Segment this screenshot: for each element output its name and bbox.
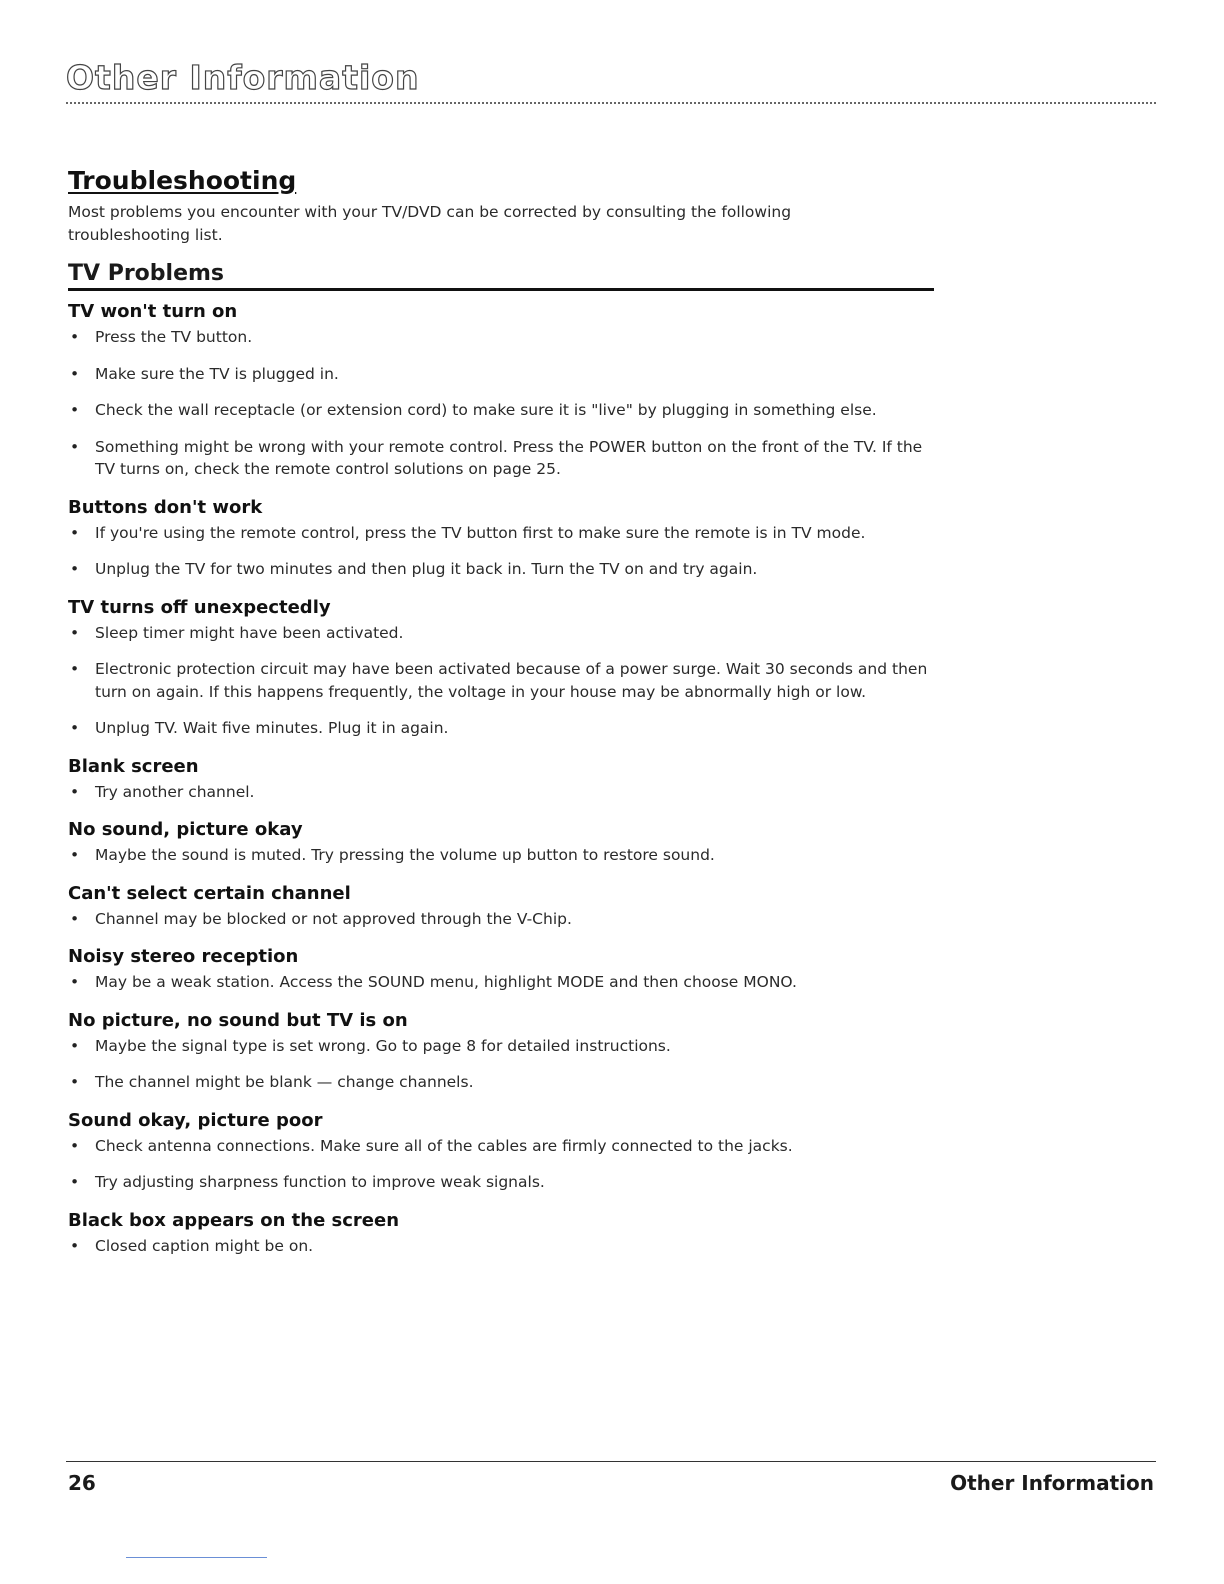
topic-block xyxy=(68,819,938,867)
page-number: 26 xyxy=(68,1471,96,1495)
bullet-list xyxy=(68,781,938,804)
topic-block xyxy=(68,497,938,581)
main-content xyxy=(68,166,938,1273)
topic-title: Black box appears on the screen xyxy=(68,1209,400,1231)
topic-title: Buttons don't work xyxy=(68,496,263,518)
topic-block xyxy=(68,1110,938,1194)
topic-block xyxy=(68,1210,938,1258)
topic-title: Sound okay, picture poor xyxy=(68,1109,323,1131)
topic-title: Can't select certain channel xyxy=(68,882,351,904)
subsection-title: TV Problems xyxy=(68,261,934,291)
bullet-list xyxy=(68,1235,938,1258)
bullet-item: • Check antenna connections. Make sure all of the cables are firmly connected to the jacks. xyxy=(68,1135,938,1158)
bullet-item: • Try another channel. xyxy=(68,781,938,804)
bullet-item: • Closed caption might be on. xyxy=(68,1235,938,1258)
bullet-item: • Check the wall receptacle (or extension cord) to make sure it is "live" by plugging in something else. xyxy=(68,399,938,422)
bullet-item: • The channel might be blank — change channels. xyxy=(68,1071,938,1094)
section-intro: Most problems you encounter with your TV/DVD can be corrected by consulting the following troubleshooting list. xyxy=(68,203,792,244)
topic-title: Noisy stereo reception xyxy=(68,946,299,967)
topic-block xyxy=(68,597,938,740)
bullet-list xyxy=(68,844,938,867)
section-title: Troubleshooting xyxy=(68,166,297,195)
footer-divider xyxy=(66,1461,1156,1462)
bullet-list xyxy=(68,522,938,581)
topic-title: Blank screen xyxy=(68,755,199,777)
bullet-item: • Unplug TV. Wait five minutes. Plug it in again. xyxy=(68,717,938,740)
bullet-item: • Press the TV button. xyxy=(68,326,938,349)
bullet-list xyxy=(68,1035,938,1094)
bullet-item: • Electronic protection circuit may have been activated because of a power surge. Wait 30 seconds and then turn on again. If this happens frequently, the voltage in your house may be abnormally high or low. xyxy=(68,658,938,703)
bullet-item: • May be a weak station. Access the SOUND menu, highlight MODE and then choose MONO. xyxy=(68,971,938,994)
bullet-item: • Maybe the sound is muted. Try pressing the volume up button to restore sound. xyxy=(68,844,938,867)
topic-title: TV turns off unexpectedly xyxy=(68,596,331,618)
topic-block xyxy=(68,946,938,994)
footer-section-label: Other Information xyxy=(950,1471,1154,1495)
bullet-list xyxy=(68,326,938,481)
bullet-item: • Channel may be blocked or not approved through the V-Chip. xyxy=(68,908,938,931)
bullet-list xyxy=(68,622,938,740)
bullet-item: • Something might be wrong with your remote control. Press the POWER button on the front of the TV. If the TV turns on, check the remote control solutions on page 25. xyxy=(68,436,938,481)
bullet-list xyxy=(68,1135,938,1194)
bullet-item: • Unplug the TV for two minutes and then plug it back in. Turn the TV on and try again. xyxy=(68,558,938,581)
bullet-item: • Sleep timer might have been activated. xyxy=(68,622,938,645)
topic-title: No picture, no sound but TV is on xyxy=(68,1009,408,1031)
topic-title: No sound, picture okay xyxy=(68,819,303,840)
topic-block xyxy=(68,1010,938,1094)
header-divider xyxy=(66,102,1156,104)
bullet-item: • Maybe the signal type is set wrong. Go to page 8 for detailed instructions. xyxy=(68,1035,938,1058)
bullet-item: • Make sure the TV is plugged in. xyxy=(68,363,938,386)
topic-block xyxy=(68,883,938,931)
topic-list xyxy=(68,301,938,1257)
topic-block xyxy=(68,301,938,481)
scan-artifact-line xyxy=(126,1557,267,1558)
topic-title: TV won't turn on xyxy=(68,301,238,322)
bullet-list xyxy=(68,908,938,931)
bullet-list xyxy=(68,971,938,994)
topic-block xyxy=(68,756,938,804)
page-header-title: Other Information xyxy=(66,58,420,97)
bullet-item: • Try adjusting sharpness function to improve weak signals. xyxy=(68,1171,938,1194)
bullet-item: • If you're using the remote control, press the TV button first to make sure the remote is in TV mode. xyxy=(68,522,938,545)
